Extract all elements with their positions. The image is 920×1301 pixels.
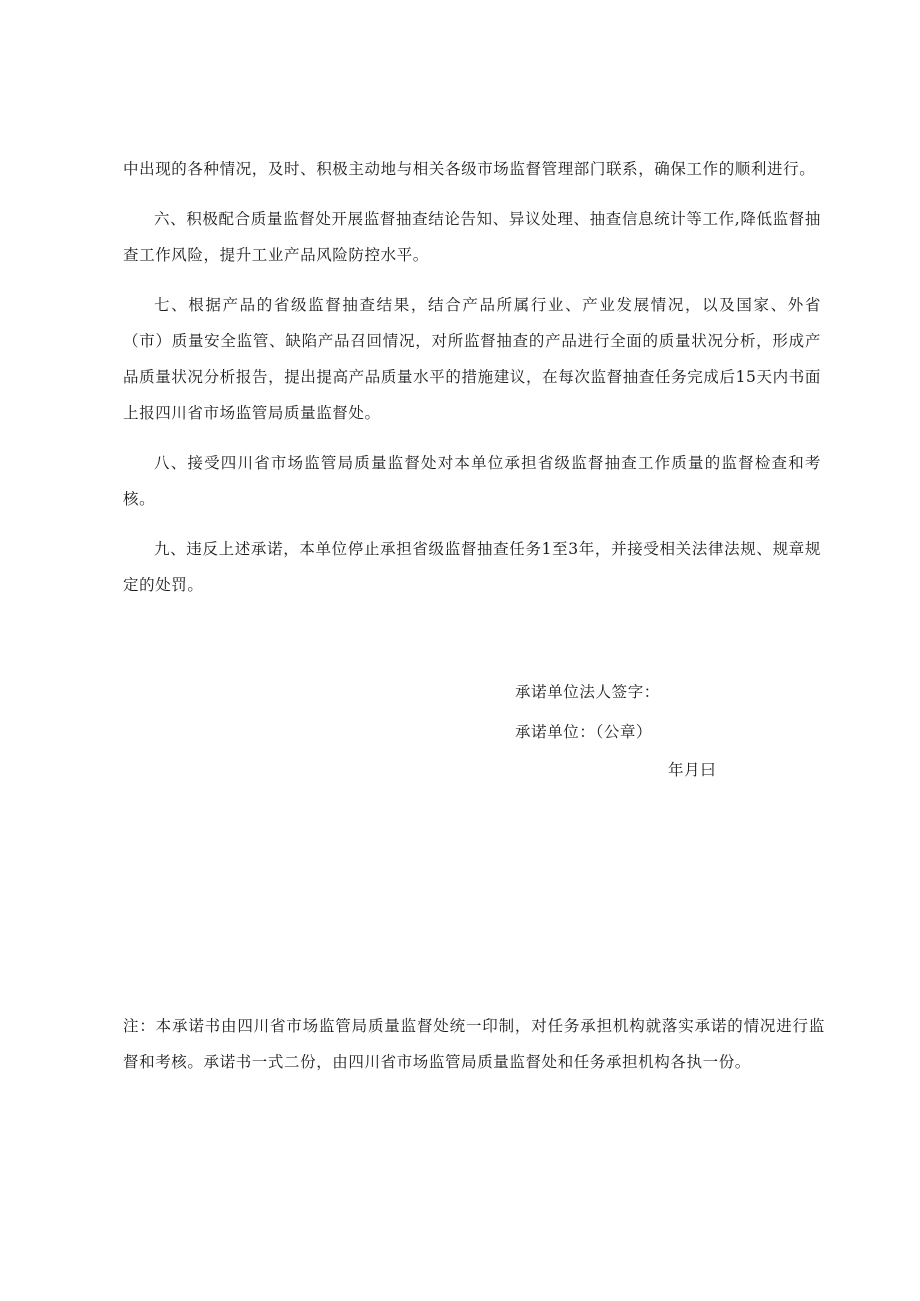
date-label: 年月曰 — [668, 761, 717, 779]
paragraph-continuation: 中出现的各种情况，及时、积极主动地与相关各级市场监督管理部门联系，确保工作的顺利进行。 — [123, 160, 816, 178]
footnote-block — [123, 1008, 825, 1080]
unit-seal-label: 承诺单位：（公章） — [515, 723, 653, 741]
paragraph-item-7: 七、根据产品的省级监督抽查结果，结合产品所属行业、产业发展情况，以及国家、外省（市）质量安全监管、缺陷产品召回情况，对所监督抽查的产品进行全面的质量状况分析，形成产品质量状况分析报告，提出提高产品质量水平的措施建议，在每次监督抽查任务完成后15天内书面上报四川省市场监管局质量监督处。 — [123, 296, 821, 422]
commitment-body — [123, 151, 821, 617]
paragraph-item-9: 九、违反上述承诺，本单位停止承担省级监督抽查任务1至3年，并接受相关法律法规、规章规定的处罚。 — [123, 540, 821, 594]
footnote-text: 注：本承诺书由四川省市场监管局质量监督处统一印制，对任务承担机构就落实承诺的情况进行监督和考核。承诺书一式二份，由四川省市场监管局质量监督处和任务承担机构各执一份。 — [123, 1017, 825, 1071]
signature-block — [515, 672, 775, 752]
legal-rep-signature-label: 承诺单位法人签字： — [515, 683, 660, 701]
paragraph-item-8: 八、接受四川省市场监管局质量监督处对本单位承担省级监督抽查工作质量的监督检查和考核。 — [123, 454, 821, 508]
paragraph-item-6: 六、积极配合质量监督处开展监督抽查结论告知、异议处理、抽查信息统计等工作,降低监督抽查工作风险，提升工业产品风险防控水平。 — [123, 210, 821, 264]
